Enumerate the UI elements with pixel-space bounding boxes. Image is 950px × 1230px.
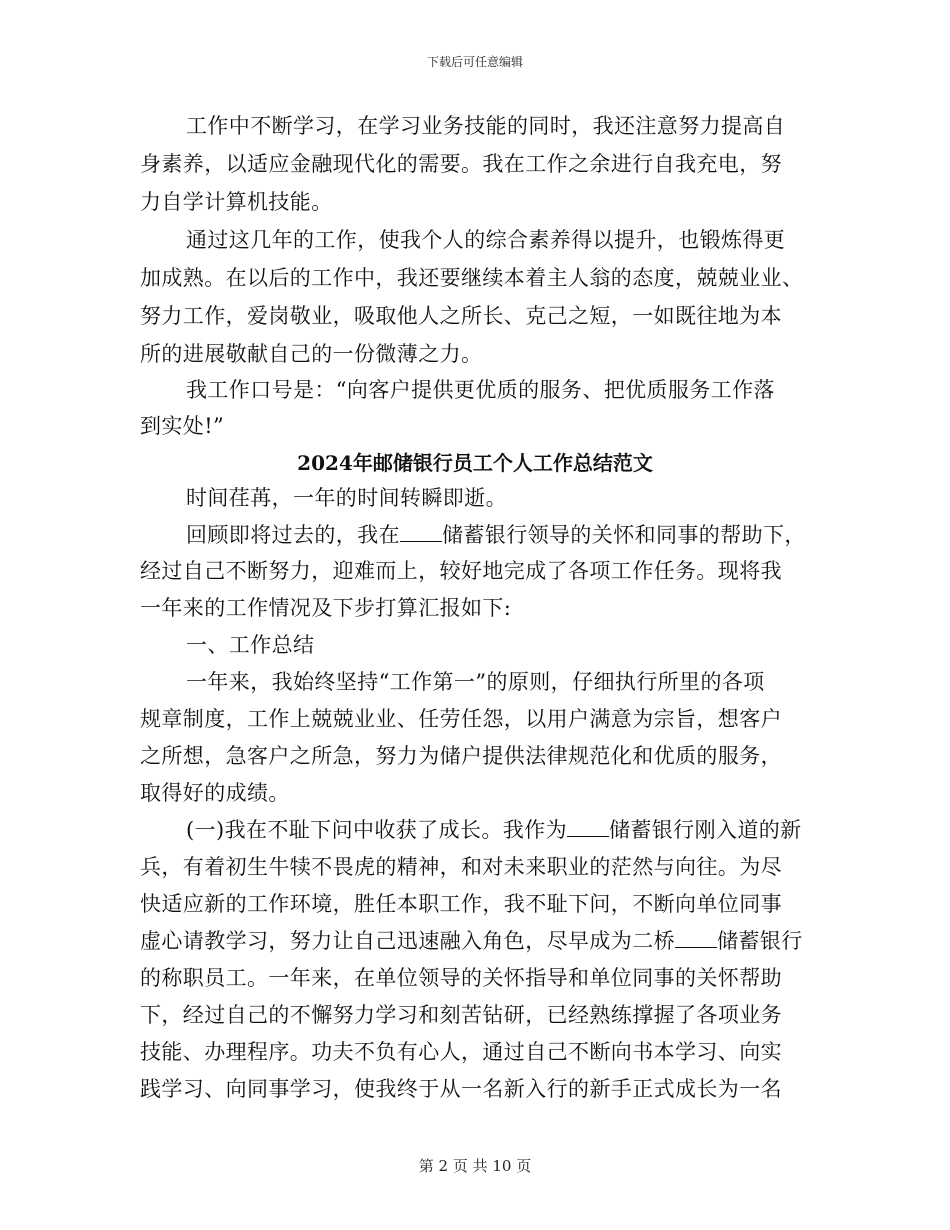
text-segment: 储蓄银行刚入道的新 [608, 818, 802, 842]
text-line: 通过这几年的工作，使我个人的综合素养得以提升，也锻炼得更 [186, 228, 786, 252]
text-line: 快适应新的工作环境，胜任本职工作，我不耻下问，不断向单位同事 [140, 892, 782, 916]
text-line: 践学习、向同事学习，使我终于从一名新入行的新手正式成长为一名 [140, 1077, 782, 1101]
text-line: 兵，有着初生牛犊不畏虎的精神，和对未来职业的茫然与向往。为尽 [140, 855, 782, 879]
text-line: 下，经过自己的不懈努力学习和刻苦钻研，已经熟练撑握了各项业务 [140, 1003, 782, 1027]
text-line: 一年来，我始终坚持“工作第一”的原则，仔细执行所里的各项 [186, 670, 765, 694]
text-line: 取得好的成绩。 [140, 781, 290, 805]
text-line: 一、工作总结 [186, 633, 315, 657]
text-line: 技能、办理程序。功夫不负有心人，通过自己不断向书本学习、向实 [140, 1040, 782, 1064]
text-line: 经过自己不断努力，迎难而上，较好地完成了各项工作任务。现将我 [140, 559, 782, 583]
text-segment: 虚心请教学习，努力让自己迅速融入角色，尽早成为二桥 [140, 929, 675, 953]
section-title: 2024年邮储银行员工个人工作总结范文 [297, 451, 653, 475]
text-line: 一年来的工作情况及下步打算汇报如下: [140, 596, 512, 620]
text-line: 我工作口号是：“向客户提供更优质的服务、把优质服务工作落 [186, 378, 775, 402]
text-line: 之所想，急客户之所急，努力为储户提供法律规范化和优质的服务， [140, 744, 782, 768]
text-line [186, 816, 810, 844]
fill-blank [567, 816, 609, 837]
text-line: 到实处!” [140, 414, 225, 438]
fill-blank [675, 927, 717, 948]
text-line [140, 927, 810, 955]
text-line: 工作中不断学习，在学习业务技能的同时，我还注意努力提高自 [186, 114, 786, 138]
page-header: 下载后可任意编辑 [426, 55, 523, 69]
text-line: 时间荏苒，一年的时间转瞬即逝。 [186, 486, 507, 510]
text-line: 努力工作，爱岗敬业，吸取他人之所长、克己之短，一如既往地为本 [140, 304, 782, 328]
text-line: 的称职员工。一年来，在单位领导的关怀指导和单位同事的关怀帮助 [140, 966, 782, 990]
text-line: 所的进展敬献自己的一份微薄之力。 [140, 342, 483, 366]
text-line [186, 521, 810, 549]
text-line: 身素养，以适应金融现代化的需要。我在工作之余进行自我充电，努 [140, 152, 782, 176]
text-line: 加成熟。在以后的工作中，我还要继续本着主人翁的态度，兢兢业业、 [140, 266, 804, 290]
text-line: 规章制度，工作上兢兢业业、任劳任怨，以用户满意为宗旨，想客户 [140, 707, 782, 731]
page-footer: 第 2 页 共 10 页 [418, 1157, 532, 1175]
text-segment: (一)我在不耻下问中收获了成长。我作为 [186, 818, 567, 842]
text-line: 力自学计算机技能。 [140, 190, 333, 214]
fill-blank [400, 521, 442, 542]
text-segment: 回顾即将过去的，我在 [186, 523, 400, 547]
text-segment: 储蓄银行领导的关怀和同事的帮助下， [442, 523, 806, 547]
text-segment: 储蓄银行 [717, 929, 803, 953]
